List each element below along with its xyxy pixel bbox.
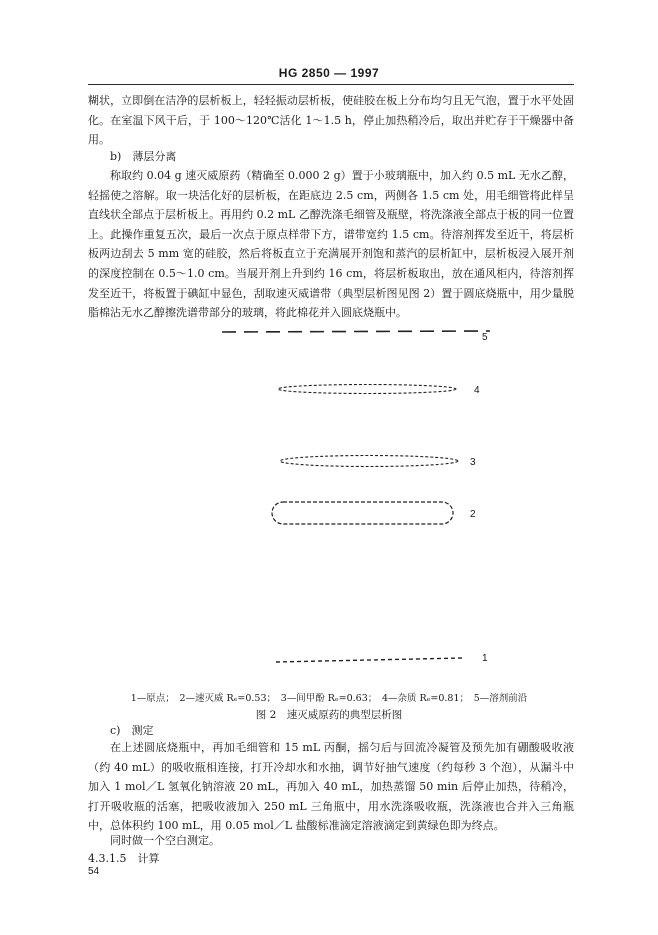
heading-calculation: 4.3.1.5 计算 (88, 852, 160, 865)
band-label-1: 1 (482, 653, 488, 664)
page-number: 54 (88, 866, 100, 877)
band-label-4: 4 (474, 385, 480, 396)
page-header: HG 2850 — 1997 (278, 66, 380, 80)
heading-thin-layer-separation: b) 薄层分离 (110, 150, 177, 163)
band-4-impurity (278, 385, 456, 394)
band-label-2: 2 (470, 509, 476, 520)
figure-title: 图 2 速灭威原药的典型层析图 (255, 709, 403, 721)
paragraph-thin-layer-procedure: 称取约 0.04 g 速灭威原药（精确至 0.000 2 g）置于小玻璃瓶中，加入约 0.5 mL 无水乙醇，轻摇使之溶解。取一块活化好的层析板，在距底边 2.5 cm，两侧各 1.5 cm 处，用毛细管将此样呈直线状全部点于层析板上。再用约 0.2 mL 乙醇洗涤毛细管及瓶壁，将洗涤液全部点于板的同一位置上。此操作重复五次，最后一次点于原点样带下方，谱带宽约 1.5 cm。待溶剂挥发至近干，将层析板两边刮去 5 mm 宽的硅胶，然后将板直立于充满展开剂饱和蒸汽的层析缸中，层析板浸入展开剂的深度控制在 0.5～1.0 cm。当展开剂上升到约 16 cm，将层析板取出，放在通风柜内，待溶剂挥发至近干，将板置于碘缸中显色，刮取速灭威谱带（典型层析图见图 2）置于圆底烧瓶中，用少量脱脂棉沾无水乙醇擦洗谱带部分的玻璃，将此棉花并入圆底烧瓶中。 (88, 169, 574, 320)
heading-determination: c) 测定 (110, 724, 154, 737)
chromatogram-figure (0, 320, 658, 680)
paragraph-gel-preparation: 糊状，立即倒在洁净的层析板上，轻轻振动层析板，使硅胶在板上分布均匀且无气泡，置于水平处固化。在室温下风干后，于 100～120℃活化 1～1.5 h，停止加热稍冷后，取出并贮存于干燥器中备用。 (88, 94, 574, 147)
band-5-solvent-front (222, 331, 490, 332)
band-label-3: 3 (470, 457, 476, 468)
paragraph-determination-procedure: 在上述圆底烧瓶中，再加毛细管和 15 mL 丙酮，摇匀后与回流冷凝管及预先加有硼酸吸收液（约 40 mL）的吸收瓶相连接，打开冷却水和水抽，调节好抽气速度（约每秒 3 个泡），从漏斗中加入 1 mol／L 氢氧化钠溶液 20 mL，再加入 40 mL，加热蒸馏 50 min 后停止加热，待稍冷，打开吸收瓶的活塞，把吸收液加入 250 mL 三角瓶中，用水洗涤吸收瓶，洗涤液也合并入三角瓶中，总体积约 100 mL，用 0.05 mol／L 盐酸标准滴定溶液滴定到黄绿色即为终点。 (88, 741, 574, 833)
paragraph-blank-test: 同时做一个空白测定。 (110, 834, 220, 847)
chromatogram-svg (0, 320, 658, 680)
header-rule (88, 84, 574, 85)
band-2-metolcarb (272, 502, 453, 524)
figure-legend: 1—原点； 2—速灭威 Rₑ=0.53； 3—间甲酚 Rₑ=0.63； 4—杂质 Rₑ=0.81； 5—溶剂前沿 (130, 693, 528, 704)
band-label-5: 5 (482, 332, 488, 343)
band-1-origin (276, 658, 462, 662)
band-3-m-cresol (280, 456, 458, 467)
